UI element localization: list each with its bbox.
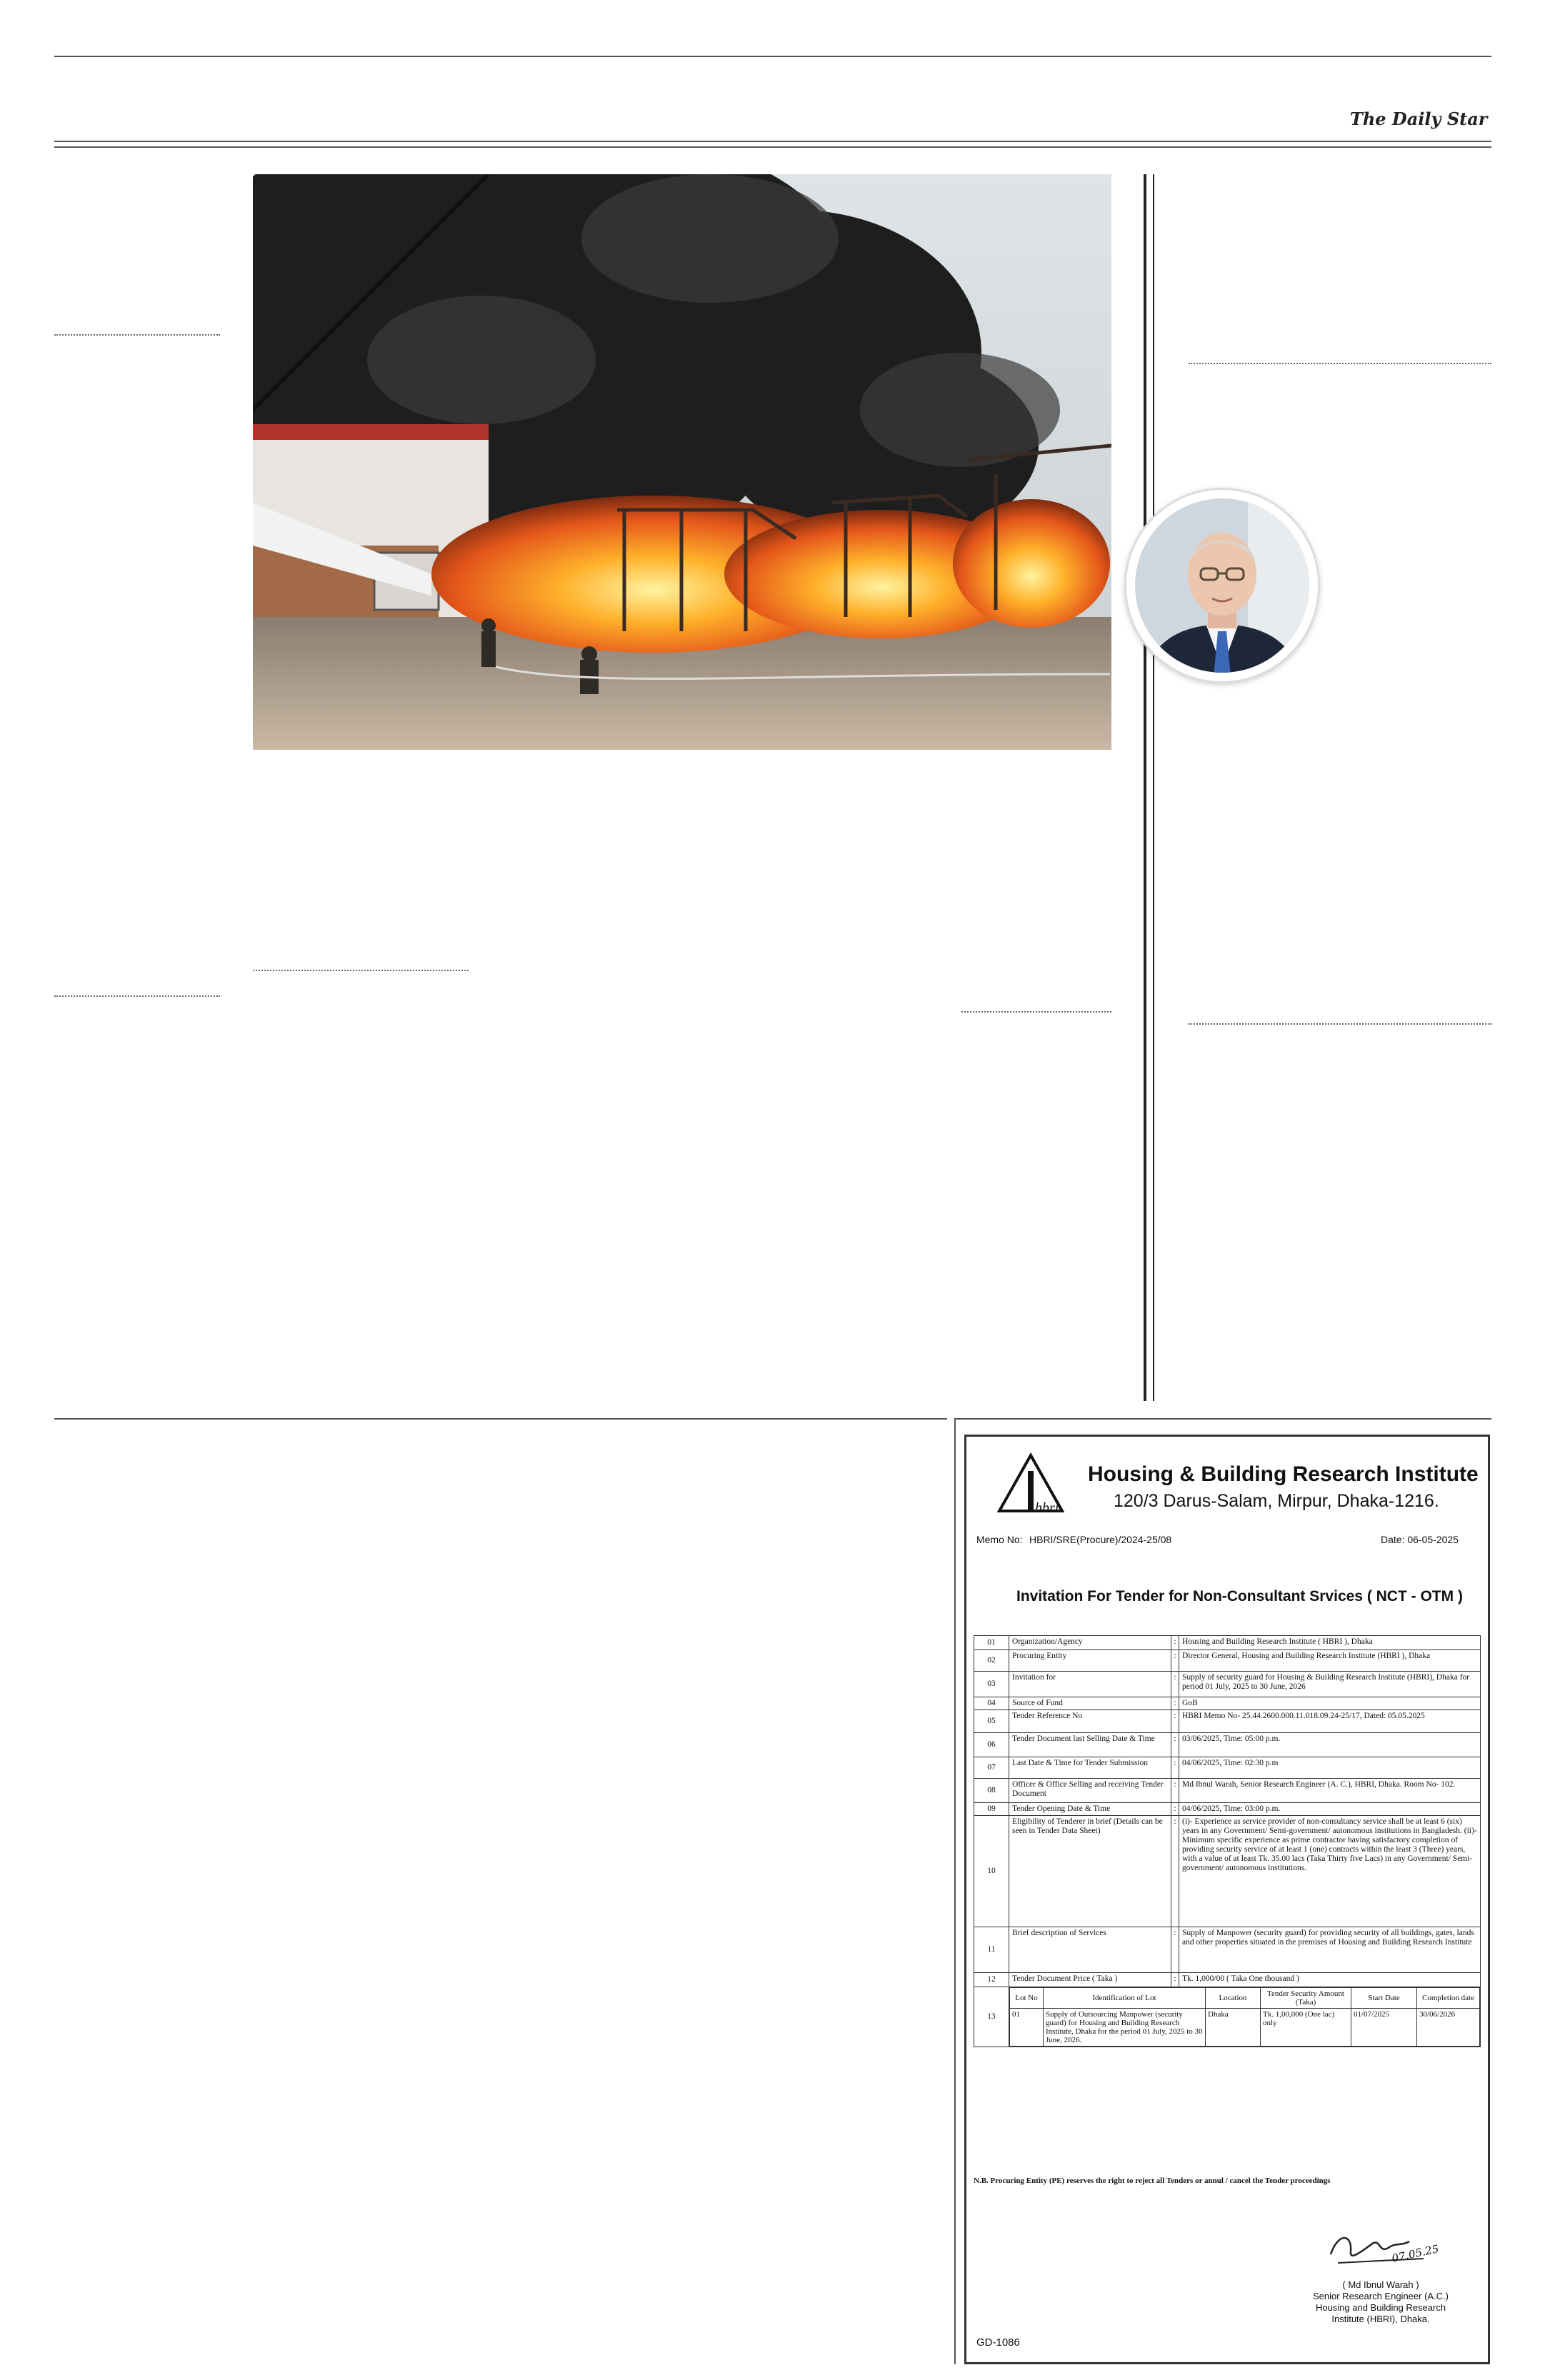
vertical-rule — [1153, 174, 1154, 1401]
row-colon: : — [1171, 1710, 1179, 1733]
gd-number: GD-1086 — [976, 2336, 1020, 2349]
row-colon: : — [1171, 1927, 1179, 1973]
row-number: 04 — [974, 1697, 1009, 1710]
column-divider — [253, 970, 469, 971]
row-colon: : — [1171, 1816, 1179, 1927]
row-colon: : — [1171, 1973, 1179, 1987]
row-value: Supply of security guard for Housing & Building Research Institute (HBRI), Dhaka for period 01 July, 2025 to 30 June, 2026 — [1179, 1672, 1481, 1697]
row-colon: : — [1171, 1733, 1179, 1757]
tender-row — [974, 1973, 1481, 1987]
lot-table — [1009, 1987, 1480, 2047]
portrait-photo — [1126, 490, 1318, 681]
tender-row — [974, 1803, 1481, 1816]
lot-start-date: 01/07/2025 — [1351, 2009, 1417, 2047]
row-label: Officer & Office Selling and receiving Tender Document — [1009, 1779, 1171, 1803]
row-label: Eligibility of Tenderer in brief (Details can be seen in Tender Data Sheet) — [1009, 1816, 1171, 1927]
left-column-divider — [54, 995, 220, 997]
row-number: 03 — [974, 1672, 1009, 1697]
memo-number: HBRI/SRE(Procure)/2024-25/08 — [1029, 1534, 1172, 1545]
row-value: Housing and Building Research Institute ( HBRI ), Dhaka — [1179, 1636, 1481, 1650]
signatory-title: Senior Research Engineer (A.C.) — [1312, 2291, 1449, 2301]
signatory-block — [1281, 2279, 1481, 2325]
row-number: 08 — [974, 1779, 1009, 1803]
row-colon: : — [1171, 1697, 1179, 1710]
row-colon: : — [1171, 1650, 1179, 1672]
row-value: 03/06/2025, Time: 05:00 p.m. — [1179, 1733, 1481, 1757]
row-value: Director General, Housing and Building Research Institute (HBRI ), Dhaka — [1179, 1650, 1481, 1672]
row-number: 01 — [974, 1636, 1009, 1650]
row-value: HBRI Memo No- 25.44.2600.000.11.018.09.24-25/17, Dated: 05.05.2025 — [1179, 1710, 1481, 1733]
right-column-divider — [1189, 1023, 1491, 1025]
tender-details-table — [974, 1635, 1481, 2047]
row-number: 13 — [974, 1987, 1009, 2047]
memo-label: Memo No: — [976, 1534, 1023, 1545]
header-rule-2 — [54, 146, 1491, 148]
row-label: Procuring Entity — [1009, 1650, 1171, 1672]
row-label: Tender Opening Date & Time — [1009, 1803, 1171, 1816]
ad-top-rule — [954, 1418, 1491, 1420]
row-label: Brief description of Services — [1009, 1927, 1171, 1973]
organization-address: 120/3 Darus-Salam, Mirpur, Dhaka-1216. — [1114, 1491, 1439, 1511]
signatory-org: Housing and Building Research — [1315, 2302, 1446, 2313]
row-number: 11 — [974, 1927, 1009, 1973]
lot-identification: Supply of Outsourcing Manpower (security guard) for Housing and Building Research Institute, Dhaka for the period 01 July, 2025 to 30 June, 2026. — [1044, 2009, 1206, 2047]
lot-header: Completion date — [1417, 1988, 1480, 2009]
row-label: Invitation for — [1009, 1672, 1171, 1697]
row-colon: : — [1171, 1757, 1179, 1779]
svg-text:hbri: hbri — [1035, 1500, 1059, 1515]
row-label: Source of Fund — [1009, 1697, 1171, 1710]
tender-heading: Invitation For Tender for Non-Consultant Srvices ( NCT - OTM ) — [1016, 1588, 1463, 1605]
tender-row — [974, 1650, 1481, 1672]
row-value: Supply of Manpower (security guard) for providing security of all buildings, gates, lands and other properties situated in the premises of Housing and Building Research Institute — [1179, 1927, 1481, 1973]
tender-row — [974, 1733, 1481, 1757]
row-value: 04/06/2025, Time: 02:30 p.m — [1179, 1757, 1481, 1779]
right-column-divider — [1189, 363, 1491, 364]
lot-security: Tk. 1,00,000 (One lac) only — [1261, 2009, 1351, 2047]
row-value: (i)- Experience as service provider of non-consultancy service shall be at least 6 (six) years in any Government/ Semi-government/ autonomous institutions in Bangladesh. (ii)- Minimum specific experience as prime contractor having satisfactory completion of providing security service of at least 1 (one) contracts within the least 3 (Three) years, with a value of at least Tk. 35.00 lacs (Taka Thirty five Lacs) in any Government/ Semi-government/ autonomous institutions. — [1179, 1816, 1481, 1927]
row-label: Last Date & Time for Tender Submission — [1009, 1757, 1171, 1779]
row-colon: : — [1171, 1779, 1179, 1803]
tender-advertisement — [964, 1435, 1490, 2364]
row-value: Md Ibnul Warah, Senior Research Engineer (A. C.), HBRI, Dhaka. Room No- 102. — [1179, 1779, 1481, 1803]
tender-row — [974, 1757, 1481, 1779]
signatory-org: Institute (HBRI), Dhaka. — [1331, 2314, 1430, 2324]
row-number: 10 — [974, 1816, 1009, 1927]
tender-row — [974, 1672, 1481, 1697]
tender-row — [974, 1816, 1481, 1927]
vertical-rule — [1144, 174, 1146, 1401]
lot-location: Dhaka — [1206, 2009, 1261, 2047]
lot-header: Start Date — [1351, 1988, 1417, 2009]
section-rule — [54, 1418, 947, 1420]
memo-date: Date: 06-05-2025 — [1381, 1534, 1459, 1545]
row-colon: : — [1171, 1803, 1179, 1816]
tender-row — [974, 1927, 1481, 1973]
row-colon: : — [1171, 1636, 1179, 1650]
tender-row — [974, 1779, 1481, 1803]
masthead-logo: The Daily Star — [1350, 109, 1488, 129]
row-number: 06 — [974, 1733, 1009, 1757]
signatory-name: ( Md Ibnul Warah ) — [1342, 2279, 1419, 2290]
lot-completion-date: 30/06/2026 — [1417, 2009, 1480, 2047]
lot-header: Identification of Lot — [1044, 1988, 1206, 2009]
lot-number: 01 — [1010, 2009, 1044, 2047]
top-rule — [54, 56, 1491, 57]
ad-left-rule — [954, 1418, 956, 2364]
row-number: 12 — [974, 1973, 1009, 1987]
header-rule-1 — [54, 141, 1491, 142]
row-number: 05 — [974, 1710, 1009, 1733]
row-number: 07 — [974, 1757, 1009, 1779]
hbri-logo — [996, 1451, 1075, 1515]
tender-row — [974, 1710, 1481, 1733]
row-value: Tk. 1,000/00 ( Taka One thousand ) — [1179, 1973, 1481, 1987]
row-label: Tender Document last Selling Date & Time — [1009, 1733, 1171, 1757]
tender-row — [974, 1697, 1481, 1710]
row-value: 04/06/2025, Time: 03:00 p.m. — [1179, 1803, 1481, 1816]
organization-name: Housing & Building Research Institute — [1088, 1462, 1479, 1486]
row-colon: : — [1171, 1672, 1179, 1697]
nb-note: N.B. Procuring Entity (PE) reserves the right to reject all Tenders or annul / cancel the Tender proceedings — [974, 2176, 1331, 2185]
fire-photo — [253, 174, 1111, 750]
lot-header: Lot No — [1010, 1988, 1044, 2009]
signature-date: 07.05.25 — [1390, 2242, 1440, 2265]
lot-header: Location — [1206, 1988, 1261, 2009]
row-label: Tender Document Price ( Taka ) — [1009, 1973, 1171, 1987]
row-number: 09 — [974, 1803, 1009, 1816]
tender-row — [974, 1636, 1481, 1650]
row-label: Tender Reference No — [1009, 1710, 1171, 1733]
left-column-divider — [54, 334, 220, 336]
row-value: GoB — [1179, 1697, 1481, 1710]
column-divider — [961, 1011, 1111, 1013]
lot-header: Tender Security Amount (Taka) — [1261, 1988, 1351, 2009]
row-label: Organization/Agency — [1009, 1636, 1171, 1650]
row-number: 02 — [974, 1650, 1009, 1672]
